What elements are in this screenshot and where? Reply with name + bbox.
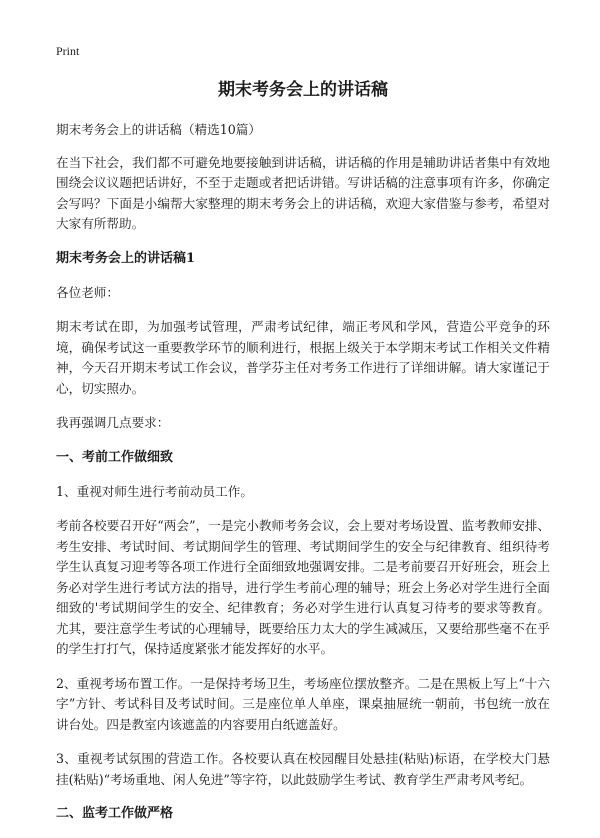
list-item-3: 3、重视考试氛围的营造工作。各校要认真在校园醒目处悬挂(粘贴)标语，在学校大门悬挂(粘贴)“考场重地、闲人免进”等字符，以此鼓励学生考试、教育学生严肃考风考纪。 (56, 751, 550, 787)
document-title: 期末考务会上的讲话稿 (218, 80, 388, 100)
list-item-1: 1、重视对师生进行考前动员工作。 (56, 483, 253, 499)
paragraph-2: 我再强调几点要求： (56, 415, 170, 430)
print-link[interactable]: Print (56, 44, 80, 58)
subtitle: 期末考务会上的讲话稿（精选10篇） (56, 122, 261, 137)
list-item-2: 2、重视考场布置工作。一是保持考场卫生，考场座位摆放整齐。二是在黑板上写上“十六字”方针、考试科目及考试时间。三是座位单人单座，课桌抽屉统一朝前，书包统一放在讲台处。四是教室内该遮盖的内容要用白纸遮盖好。 (56, 675, 550, 732)
document-body (56, 120, 550, 838)
section-heading-1: 期末考务会上的讲话稿1 (56, 250, 196, 266)
greeting: 各位老师： (56, 284, 119, 300)
paragraph-1: 期末考试在即，为加强考试管理，严肃考试纪律，端正考风和学风，营造公平竞争的环境，确保考试这一重要教学环节的顺利进行，根据上级关于本学期末考试工作相关文件精神，今天召开期末考试工作会议，普学芬主任对考务工作进行了详细讲解。请大家谨记于心，切实照办。 (56, 319, 550, 396)
heading-prep-work: 一、考前工作做细致 (56, 449, 174, 465)
heading-invigilation: 二、监考工作做严格 (56, 806, 174, 821)
paragraph-3: 考前各校要召开好“两会”，一是完小教师考务会议，会上要对考场设置、监考教师安排、考生安排、考试时间、考试期间学生的管理、考试期间学生的安全与纪律教育、组织待考学生认真复习迎考等各项工作进行全面细致地强调安排。二是考前要召开好班会，班会上务必对学生进行考试方法的指导，进行学生考前心理的辅导；班会上务必对学生进行全面细致的'考试期间学生的安全、纪律教育；务必对学生进行认真复习待考的要求等教育。尤其，要注意学生考试的心理辅导，既要给压力太大的学生减减压，又要给那些毫不在乎的学生打打气，保持适度紧张才能发挥好的水平。 (56, 518, 550, 656)
intro-paragraph: 在当下社会，我们都不可避免地要接触到讲话稿，讲话稿的作用是辅助讲话者集中有效地围绕会议议题把话讲好，不至于走题或者把话讲错。写讲话稿的注意事项有许多，你确定会写吗？下面是小编帮大家整理的期末考务会上的讲话稿，欢迎大家借鉴与参考，希望对大家有所帮助。 (56, 154, 550, 231)
